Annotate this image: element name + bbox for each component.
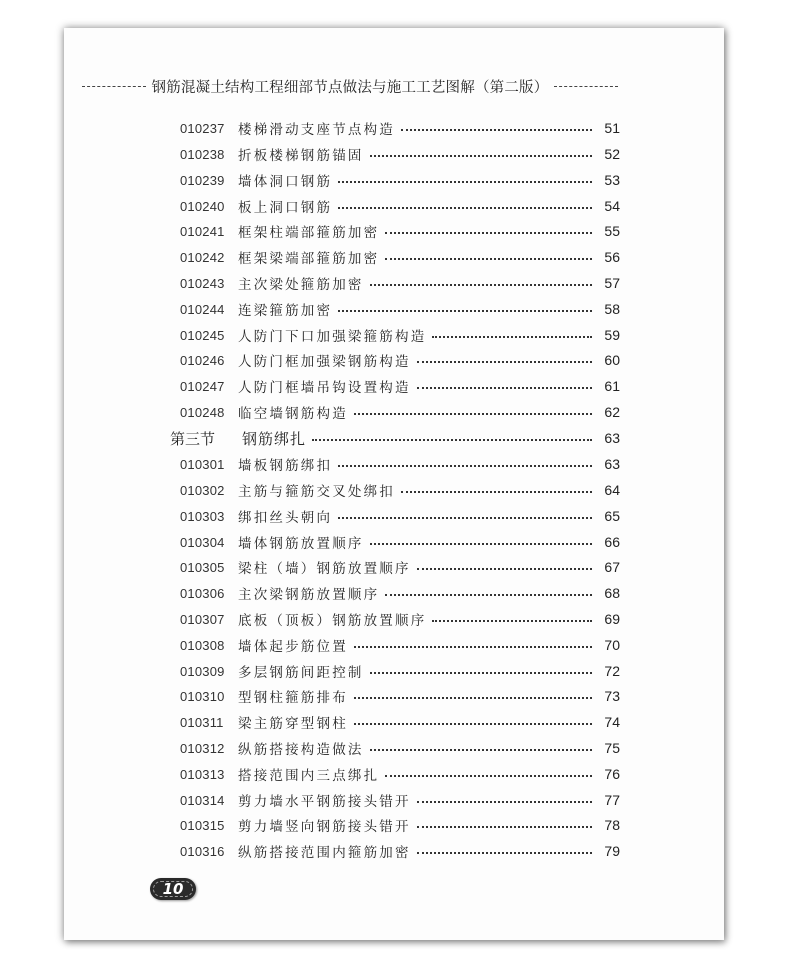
entry-page: 62 — [604, 404, 620, 420]
entry-code: 010312 — [180, 740, 225, 756]
leader-dots — [370, 543, 592, 545]
toc-entry — [180, 196, 620, 216]
entry-title: 梁主筋穿型钢柱 — [238, 716, 348, 732]
entry-code: 010301 — [180, 456, 225, 472]
entry-page: 73 — [604, 688, 620, 704]
header-title: 钢筋混凝土结构工程细部节点做法与施工工艺图解（第二版） — [151, 79, 549, 96]
entry-page: 78 — [604, 817, 620, 833]
leader-dots — [354, 646, 592, 648]
badge-ring — [153, 881, 193, 897]
entry-code: 010245 — [180, 327, 225, 343]
entry-code: 010314 — [180, 792, 225, 808]
entry-code: 010316 — [180, 843, 225, 859]
entry-code: 010305 — [180, 559, 225, 575]
leader-dots — [401, 129, 592, 131]
entry-title: 连梁箍筋加密 — [238, 303, 333, 319]
leader-dots — [417, 801, 592, 803]
entry-page: 72 — [604, 663, 620, 679]
toc-section-heading — [170, 428, 620, 448]
toc-entry — [180, 686, 620, 706]
leader-dots — [432, 336, 592, 338]
entry-code: 010310 — [180, 688, 225, 704]
entry-page: 74 — [604, 714, 620, 730]
entry-title: 人防门框加强梁钢筋构造 — [238, 354, 411, 370]
toc-entry — [180, 764, 620, 784]
entry-code: 010244 — [180, 301, 225, 317]
leader-dots — [385, 232, 592, 234]
entry-code: 010303 — [180, 508, 225, 524]
entry-page: 61 — [604, 378, 620, 394]
leader-dots — [385, 775, 592, 777]
entry-title: 人防门框墙吊钩设置构造 — [238, 380, 411, 396]
entry-code: 010238 — [180, 146, 225, 162]
entry-page: 70 — [604, 637, 620, 653]
toc-entry — [180, 609, 620, 629]
entry-title: 楼梯滑动支座节点构造 — [238, 122, 395, 138]
toc-entry — [180, 299, 620, 319]
entry-code: 010248 — [180, 404, 225, 420]
leader-dots — [401, 491, 592, 493]
entry-title: 梁柱（墙）钢筋放置顺序 — [238, 561, 411, 577]
leader-dots — [338, 207, 592, 209]
toc-entry — [180, 247, 620, 267]
leader-dots — [338, 310, 592, 312]
entry-title: 剪力墙竖向钢筋接头错开 — [238, 819, 411, 835]
entry-title: 主次梁处箍筋加密 — [238, 277, 364, 293]
toc-entry — [180, 661, 620, 681]
leader-dots — [370, 749, 592, 751]
entry-title: 纵筋搭接构造做法 — [238, 742, 364, 758]
leader-dots — [370, 155, 592, 157]
entry-code: 010309 — [180, 663, 225, 679]
leader-dots — [338, 181, 592, 183]
entry-page: 64 — [604, 482, 620, 498]
toc-entry — [180, 712, 620, 732]
entry-title: 墙体洞口钢筋 — [238, 174, 333, 190]
entry-page: 54 — [604, 198, 620, 214]
entry-page: 63 — [604, 456, 620, 472]
entry-title: 框架梁端部箍筋加密 — [238, 251, 380, 267]
entry-page: 56 — [604, 249, 620, 265]
section-page: 63 — [604, 430, 620, 446]
leader-dots — [417, 826, 592, 828]
toc-entry — [180, 118, 620, 138]
toc-entry — [180, 376, 620, 396]
toc-entry — [180, 170, 620, 190]
entry-title: 型钢柱箍筋排布 — [238, 690, 348, 706]
entry-page: 77 — [604, 792, 620, 808]
entry-page: 53 — [604, 172, 620, 188]
entry-title: 剪力墙水平钢筋接头错开 — [238, 794, 411, 810]
entry-code: 010240 — [180, 198, 225, 214]
entry-title: 墙板钢筋绑扣 — [238, 458, 333, 474]
toc-entry — [180, 841, 620, 861]
header-dash-left — [82, 86, 146, 87]
entry-title: 框架柱端部箍筋加密 — [238, 225, 380, 241]
entry-code: 010304 — [180, 534, 225, 550]
entry-code: 010237 — [180, 120, 225, 136]
running-header — [82, 76, 618, 96]
toc-entry — [180, 402, 620, 422]
entry-code: 010315 — [180, 817, 225, 833]
entry-code: 010241 — [180, 223, 225, 239]
entry-title: 主次梁钢筋放置顺序 — [238, 587, 380, 603]
leader-dots — [354, 723, 592, 725]
section-number: 第三节 — [170, 429, 216, 448]
entry-title: 墙体起步筋位置 — [238, 639, 348, 655]
leader-dots — [354, 413, 592, 415]
leader-dots — [354, 697, 592, 699]
toc-entry — [180, 557, 620, 577]
entry-code: 010246 — [180, 352, 225, 368]
toc-entry — [180, 815, 620, 835]
entry-page: 55 — [604, 223, 620, 239]
entry-page: 57 — [604, 275, 620, 291]
entry-title: 人防门下口加强梁箍筋构造 — [238, 329, 427, 345]
leader-dots — [338, 517, 592, 519]
entry-page: 52 — [604, 146, 620, 162]
leader-dots — [417, 568, 592, 570]
entry-title: 底板（顶板）钢筋放置顺序 — [238, 613, 427, 629]
toc-entry — [180, 480, 620, 500]
toc-entry — [180, 221, 620, 241]
entry-page: 76 — [604, 766, 620, 782]
entry-title: 主筋与箍筋交叉处绑扣 — [238, 484, 395, 500]
entry-page: 69 — [604, 611, 620, 627]
entry-code: 010302 — [180, 482, 225, 498]
entry-page: 67 — [604, 559, 620, 575]
section-title: 钢筋绑扎 — [242, 429, 307, 448]
entry-code: 010239 — [180, 172, 225, 188]
entry-code: 010242 — [180, 249, 225, 265]
leader-dots — [417, 852, 592, 854]
leader-dots — [338, 465, 592, 467]
leader-dots — [370, 672, 592, 674]
leader-dots — [385, 594, 592, 596]
entry-code: 010313 — [180, 766, 225, 782]
entry-page: 58 — [604, 301, 620, 317]
toc-entry — [180, 738, 620, 758]
entry-code: 010247 — [180, 378, 225, 394]
toc-entry — [180, 325, 620, 345]
entry-page: 65 — [604, 508, 620, 524]
toc-entry — [180, 144, 620, 164]
entry-page: 60 — [604, 352, 620, 368]
entry-title: 临空墙钢筋构造 — [238, 406, 348, 422]
toc-entry — [180, 506, 620, 526]
entry-page: 66 — [604, 534, 620, 550]
toc-entry — [180, 532, 620, 552]
page-number: 10 — [162, 880, 184, 898]
entry-code: 010306 — [180, 585, 225, 601]
entry-code: 010243 — [180, 275, 225, 291]
toc-entry — [180, 454, 620, 474]
leader-dots — [385, 258, 592, 260]
toc-entry — [180, 273, 620, 293]
leader-dots — [417, 361, 592, 363]
header-dash-right — [554, 86, 618, 87]
entry-page: 59 — [604, 327, 620, 343]
entry-page: 68 — [604, 585, 620, 601]
entry-title: 墙体钢筋放置顺序 — [238, 536, 364, 552]
page-number-badge — [150, 878, 196, 900]
entry-title: 纵筋搭接范围内箍筋加密 — [238, 845, 411, 861]
leader-dots — [432, 620, 592, 622]
toc-entry — [180, 635, 620, 655]
entry-title: 多层钢筋间距控制 — [238, 665, 364, 681]
entry-page: 51 — [604, 120, 620, 136]
leader-dots — [370, 284, 592, 286]
entry-code: 010308 — [180, 637, 225, 653]
entry-page: 79 — [604, 843, 620, 859]
entry-title: 搭接范围内三点绑扎 — [238, 768, 380, 784]
leader-dots — [417, 387, 592, 389]
toc-entry — [180, 350, 620, 370]
entry-title: 折板楼梯钢筋锚固 — [238, 148, 364, 164]
toc-entry — [180, 790, 620, 810]
entry-title: 绑扣丝头朝向 — [238, 510, 333, 526]
leader-dots — [312, 439, 592, 441]
entry-page: 75 — [604, 740, 620, 756]
entry-code: 010307 — [180, 611, 225, 627]
entry-title: 板上洞口钢筋 — [238, 200, 333, 216]
toc-entry — [180, 583, 620, 603]
entry-code: 010311 — [180, 714, 224, 730]
